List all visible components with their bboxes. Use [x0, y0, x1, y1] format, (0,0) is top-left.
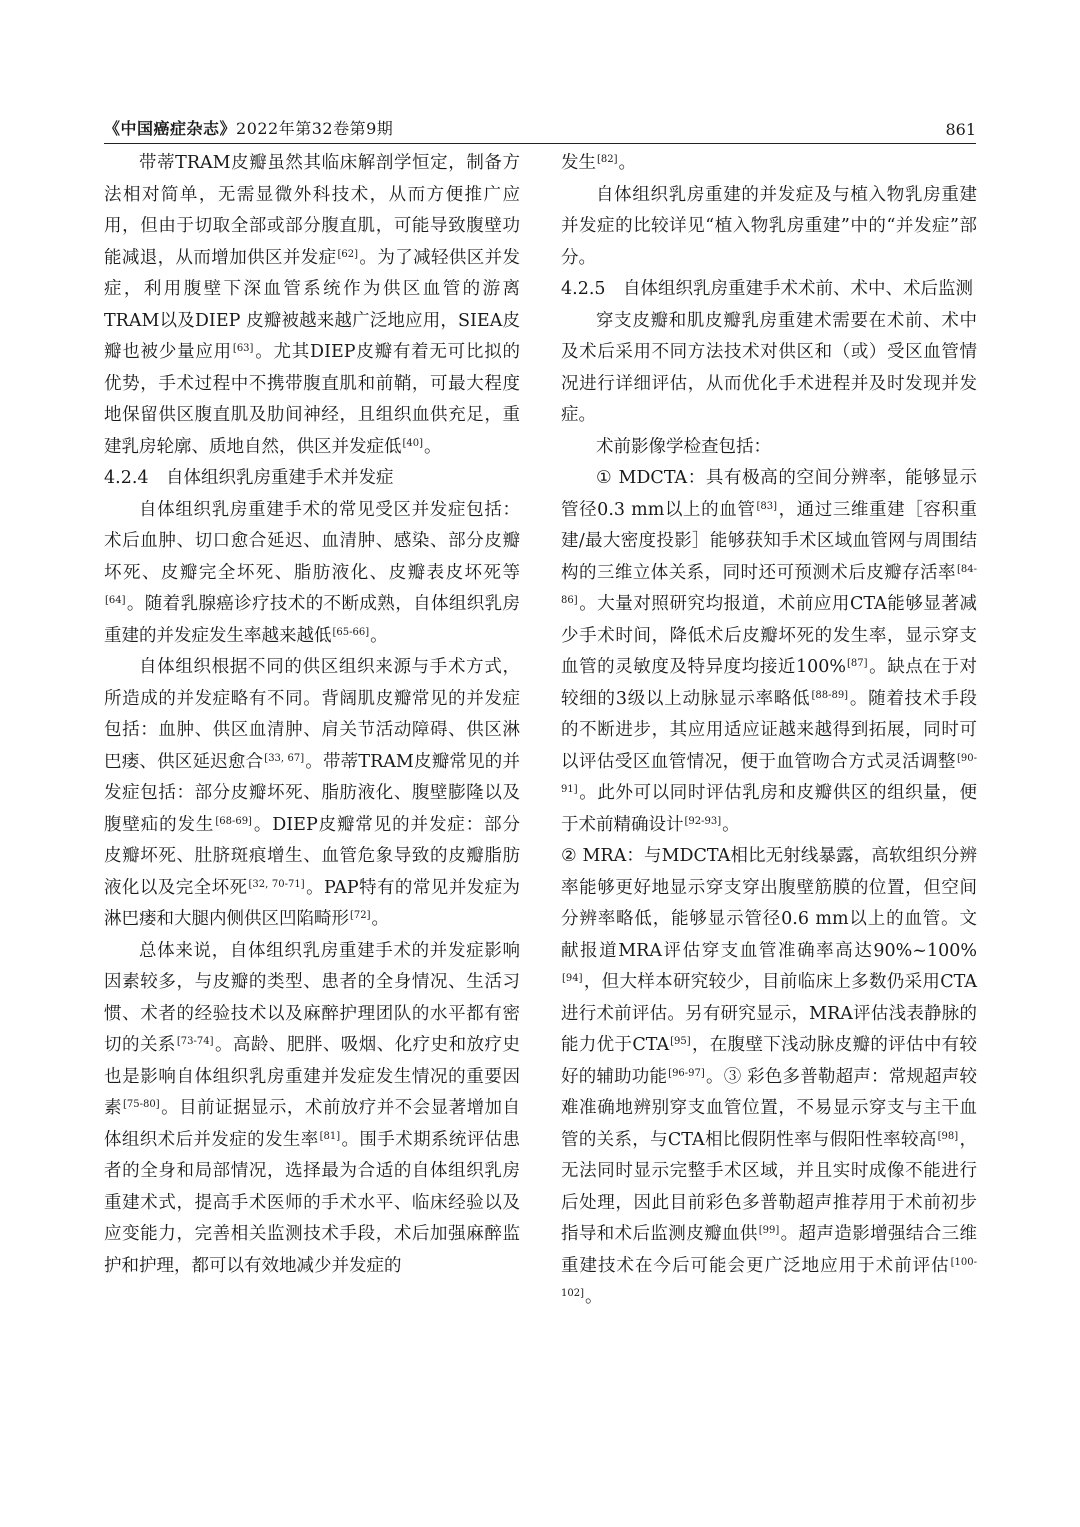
citation: [100-102]	[561, 1256, 977, 1299]
citation: [88-89]	[811, 689, 849, 701]
citation: [96-97]	[668, 1067, 705, 1079]
citation: [92-93]	[684, 815, 722, 827]
citation: [84-86]	[561, 563, 977, 606]
citation: [62]	[337, 248, 359, 260]
paragraph: 带蒂TRAM皮瓣虽然其临床解剖学恒定，制备方法相对简单，无需显微外科技术，从而方便推广应用，但由于切取全部或部分腹直肌，可能导致腹壁功能减退，从而增加供区并发症[62]。为了减轻供区并发症，利用腹壁下深血管系统作为供区血管的游离TRAM以及DIEP 皮瓣被越来越广泛地应用，SIEA皮瓣也被少量应用[63]。尤其DIEP皮瓣有着无可比拟的优势，手术过程中不携带腹直肌和前鞘，可最大程度地保留供区腹直肌及肋间神经，且组织血供充足，重建乳房轮廓、质地自然，供区并发症低[40]。	[104, 153, 521, 457]
paragraph: 总体来说，自体组织乳房重建手术的并发症影响因素较多，与皮瓣的类型、患者的全身情况、生活习惯、术者的经验技术以及麻醉护理团队的水平都有密切的关系[73-74]。高龄、肥胖、吸烟、化疗史和放疗史也是影响自体组织乳房重建并发症发生情况的重要因素[75-80]。目前证据显示，术前放疗并不会显著增加自体组织术后并发症的发生率[81]。围手术期系统评估患者的全身和局部情况，选择最为合适的自体组织乳房重建术式，提高手术医师的手术水平、临床经验以及应变能力，完善相关监测技术手段，术后加强麻醉监护和护理，都可以有效地减少并发症的	[104, 940, 521, 1276]
citation: [82]	[597, 154, 618, 165]
citation: [68-69]	[215, 815, 252, 827]
citation: [75-80]	[122, 1099, 160, 1110]
citation: [99]	[758, 1225, 780, 1236]
citation: [98]	[937, 1130, 959, 1142]
paragraph: ① MDCTA：具有极高的空间分辨率，能够显示管径0.3 mm以上的血管[83]，通过三维重建［容积重建/最大密度投影］能够获知手术区域血管网与周围结构的三维立体关系，同时还可预测术后皮瓣存活率[84-86]。大量对照研究均报道，术前应用CTA能够显著减少手术时间，降低术后皮瓣坏死的发生率，显示穿支血管的灵敏度及特异度均接近100%[87]。缺点在于对较细的3级以上动脉显示率略低[88-89]。随着技术手段的不断进步，其应用适应证越来越得到拓展，同时可以评估受区血管情况，便于血管吻合方式灵活调整[90-91]。此外可以同时评估乳房和皮瓣供区的组织量，便于术前精确设计[92-93]。	[561, 468, 978, 835]
section-heading: 4.2.4 自体组织乳房重建手术并发症	[104, 468, 394, 488]
citation: [73-74]	[176, 1036, 214, 1047]
citation: [83]	[756, 500, 777, 512]
section-heading: 4.2.5 自体组织乳房重建手术术前、术中、术后监测	[561, 279, 974, 299]
journal-issue: 2022年第32卷第9期	[236, 119, 394, 138]
citation: [40]	[402, 437, 424, 449]
paragraph: 自体组织乳房重建的并发症及与植入物乳房重建并发症的比较详见“植入物乳房重建”中的“并发症”部分。	[561, 184, 977, 268]
citation: [65-66]	[332, 626, 370, 638]
paragraph: 穿支皮瓣和肌皮瓣乳房重建术需要在术前、术中及术后采用不同方法技术对供区和（或）受区血管情况进行详细评估，从而优化手术进程并及时发现并发症。	[561, 310, 977, 425]
paragraph: 自体组织乳房重建手术的常见受区并发症包括：术后血肿、切口愈合延迟、血清肿、感染、部分皮瓣坏死、皮瓣完全坏死、脂肪液化、皮瓣表皮坏死等[64]。随着乳腺癌诊疗技术的不断成熟，自体组织乳房重建的并发症发生率越来越低[65-66]。	[104, 499, 520, 646]
paragraph: ② MRA：与MDCTA相比无射线暴露，高软组织分辨率能够更好地显示穿支穿出腹壁筋膜的位置，但空间分辨率略低，能够显示管径0.6 mm以上的血管。文献报道MRA评估穿支血管准确率高达90%~100%[94]，但大样本研究较少，目前临床上多数仍采用CTA进行术前评估。另有研究显示，MRA评估浅表静脉的能力优于CTA[95]，在腹壁下浅动脉皮瓣的评估中有较好的辅助功能[96-97]。③ 彩色多普勒超声：常规超声较难准确地辨别穿支血管位置，不易显示穿支与主干血管的关系，与CTA相比假阴性率与假阳性率较高[98]，无法同时显示完整手术区域，并且实时成像不能进行后处理，因此目前彩色多普勒超声推荐用于术前初步指导和术后监测皮瓣血供[99]。超声造影增强结合三维重建技术在今后可能会更广泛地应用于术前评估[100-102]。	[561, 846, 977, 1307]
citation: [32, 70-71]	[248, 878, 305, 890]
citation: [94]	[562, 973, 583, 984]
citation: [95]	[670, 1036, 691, 1047]
left-column	[104, 148, 520, 1282]
page-number: 861	[945, 120, 976, 139]
citation: [33, 67]	[264, 752, 305, 764]
citation: [63]	[232, 343, 254, 354]
paragraph-continuation: 发生[82]。	[561, 153, 637, 173]
paragraph: 自体组织根据不同的供区组织来源与手术方式，所造成的并发症略有不同。背阔肌皮瓣常见的并发症包括：血肿、供区血清肿、肩关节活动障碍、供区淋巴瘘、供区延迟愈合[33, 67]。带蒂TRAM皮瓣常见的并发症包括：部分皮瓣坏死、脂肪液化、腹壁膨隆以及腹壁疝的发生[68-69]。DIEP皮瓣常见的并发症：部分皮瓣坏死、肚脐斑痕增生、血管危象导致的皮瓣脂肪液化以及完全坏死[32, 70-71]。PAP特有的常见并发症为淋巴瘘和大腿内侧供区凹陷畸形[72]。	[104, 657, 521, 929]
citation: [81]	[319, 1130, 341, 1142]
citation: [72]	[350, 910, 371, 921]
right-column	[561, 148, 977, 1314]
journal-title: 《中国癌症杂志》	[104, 119, 237, 138]
citation: [90-91]	[561, 752, 977, 795]
paragraph: 术前影像学检查包括：	[596, 436, 771, 457]
journal-citation	[104, 116, 393, 139]
citation: [87]	[847, 658, 868, 669]
running-header	[104, 114, 976, 144]
citation: [64]	[105, 595, 126, 606]
